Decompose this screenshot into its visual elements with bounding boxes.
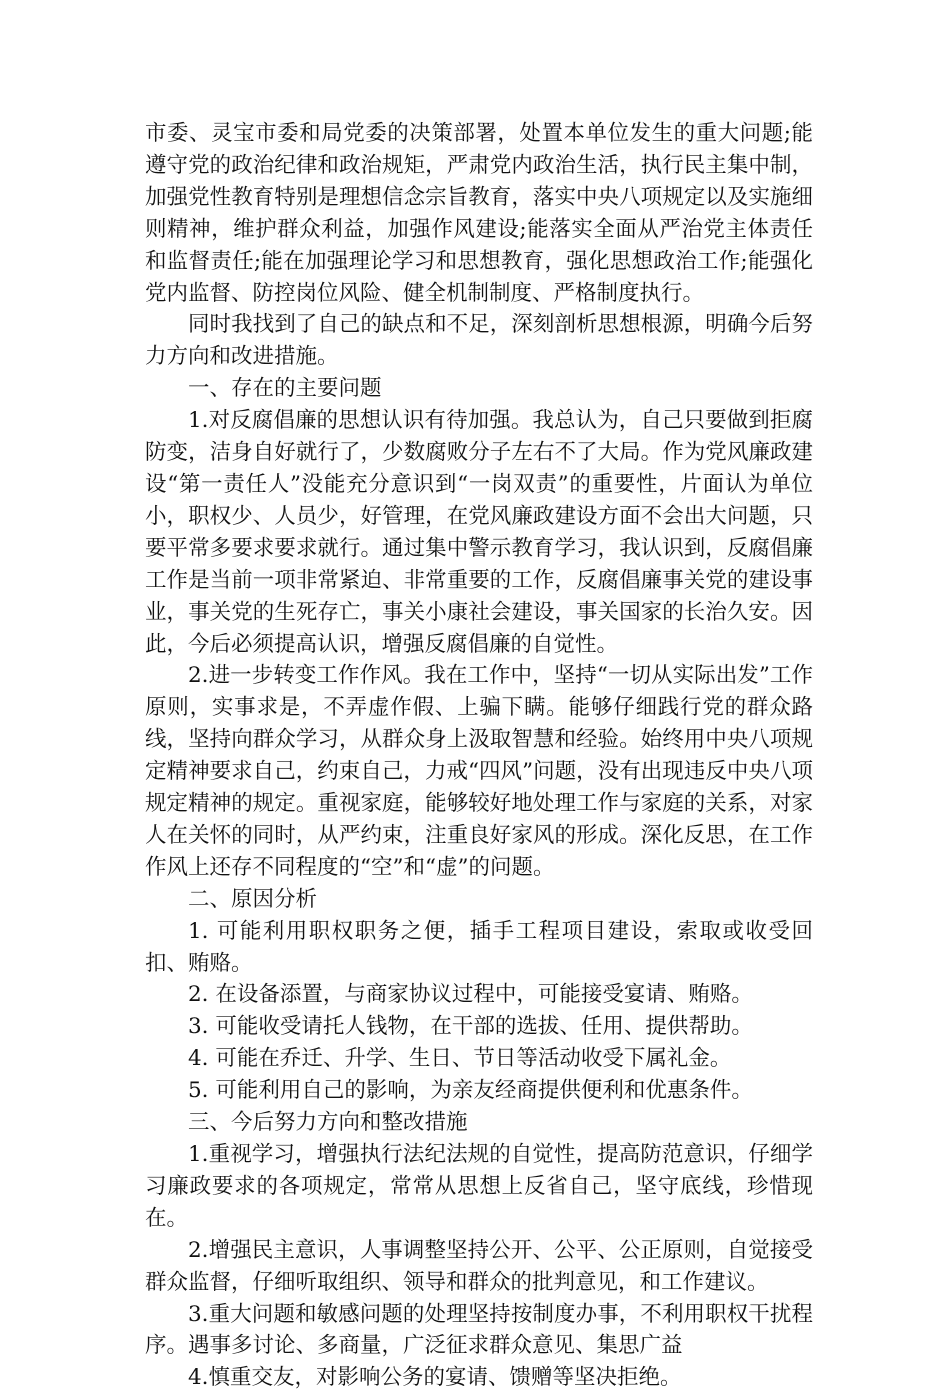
list-item-cause-5: 5. 可能利用自己的影响，为亲友经商提供便利和优惠条件。 bbox=[188, 1078, 753, 1104]
section-heading-main-problems: 一、存在的主要问题 bbox=[188, 376, 382, 402]
paragraph-measure-3: 3.重大问题和敏感问题的处理坚持按制度办事，不利用职权干扰程序。遇事多讨论、多商量，广泛征求群众意见、集思广益 bbox=[145, 1301, 813, 1359]
section-heading-improvement-measures: 三、今后努力方向和整改措施 bbox=[188, 1110, 468, 1136]
list-item-cause-3: 3. 可能收受请托人钱物，在干部的选拔、任用、提供帮助。 bbox=[188, 1014, 753, 1040]
list-item-cause-1: 1. 可能利用职权职务之便，插手工程项目建设，索取或收受回扣、贿赂。 bbox=[145, 918, 813, 976]
paragraph-problem-2: 2.进一步转变工作作风。我在工作中，坚持“一切从实际出发”工作原则，实事求是，不弄虚作假、上骗下瞒。能够仔细践行党的群众路线，坚持向群众学习，从群众身上汲取智慧和经验。始终用中央八项规定精神要求自己，约束自己，力戒“四风”问题，没有出现违反中央八项规定精神的规定。重视家庭，能够较好地处理工作与家庭的关系，对家人在关怀的同时，从严约束，注重良好家风的形成。深化反思，在工作作风上还存不同程度的“空”和“虚”的问题。 bbox=[145, 663, 813, 880]
paragraph-measure-2: 2.增强民主意识，人事调整坚持公开、公平、公正原则，自觉接受群众监督，仔细听取组织、领导和群众的批判意见，和工作建议。 bbox=[145, 1237, 813, 1295]
section-heading-cause-analysis: 二、原因分析 bbox=[188, 886, 318, 912]
list-item-cause-2: 2. 在设备添置，与商家协议过程中，可能接受宴请、贿赂。 bbox=[188, 982, 753, 1008]
document-body bbox=[145, 118, 813, 1394]
paragraph-measure-1: 1.重视学习，增强执行法纪法规的自觉性，提高防范意识，仔细学习廉政要求的各项规定，常常从思想上反省自己，坚守底线，珍惜现在。 bbox=[145, 1142, 813, 1231]
list-item-cause-4: 4. 可能在乔迁、升学、生日、节日等活动收受下属礼金。 bbox=[188, 1046, 732, 1072]
paragraph-continuation: 市委、灵宝市委和局党委的决策部署，处置本单位发生的重大问题;能遵守党的政治纪律和政治规矩，严肃党内政治生活，执行民主集中制，加强党性教育特别是理想信念宗旨教育，落实中央八项规定以及实施细则精神，维护群众利益，加强作风建设;能落实全面从严治党主体责任和监督责任;能在加强理论学习和思想教育，强化思想政治工作;能强化党内监督、防控岗位风险、健全机制制度、严格制度执行。 bbox=[145, 121, 813, 306]
paragraph-measure-4: 4.慎重交友，对影响公务的宴请、馈赠等坚决拒绝。 bbox=[188, 1365, 682, 1391]
paragraph-shortcomings: 同时我找到了自己的缺点和不足，深刻剖析思想根源，明确今后努力方向和改进措施。 bbox=[145, 312, 813, 370]
paragraph-problem-1: 1.对反腐倡廉的思想认识有待加强。我总认为，自己只要做到拒腐防变，洁身自好就行了，少数腐败分子左右不了大局。作为党风廉政建设“第一责任人”没能充分意识到“一岗双责”的重要性，片面认为单位小，职权少、人员少，好管理，在党风廉政建设方面不会出大问题，只要平常多要求要求就行。通过集中警示教育学习，我认识到，反腐倡廉工作是当前一项非常紧迫、非常重要的工作，反腐倡廉事关党的建设事业，事关党的生死存亡，事关小康社会建设，事关国家的长治久安。因此，今后必须提高认识，增强反腐倡廉的自觉性。 bbox=[145, 408, 813, 657]
